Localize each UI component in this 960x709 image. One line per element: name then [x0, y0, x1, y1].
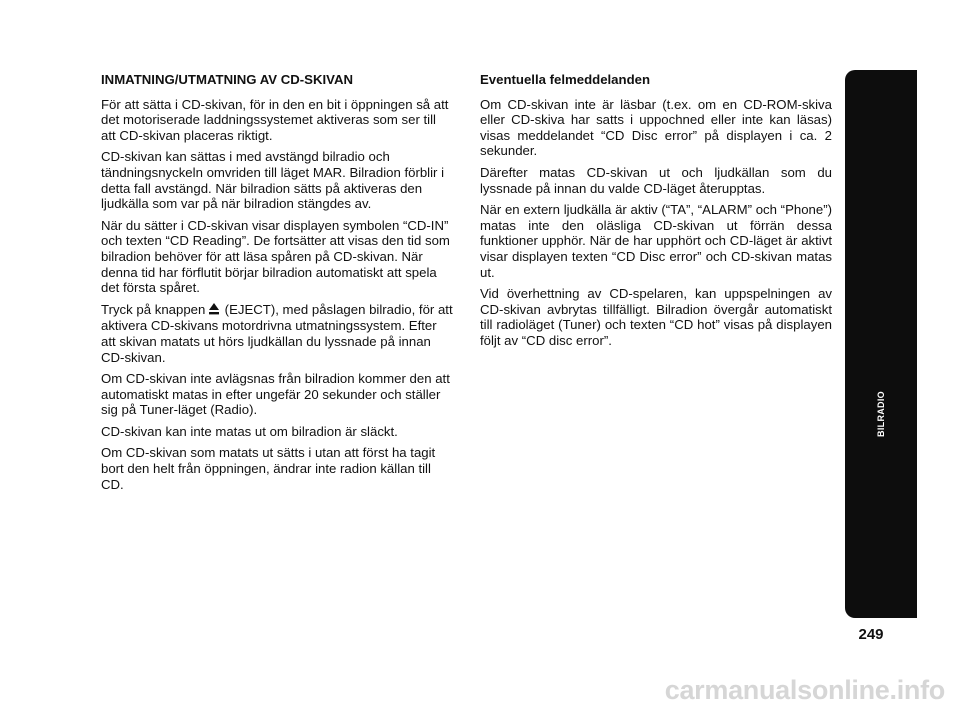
paragraph: CD-skivan kan inte matas ut om bilradion är släckt.: [101, 423, 398, 439]
paragraph: Därefter matas CD-skivan ut och ljudkällan som du lyssnade på innan du valde CD-läget återupptas.: [480, 164, 832, 196]
eject-text-before: Tryck på knappen: [101, 301, 206, 317]
paragraph: Om CD-skivan inte är läsbar (t.ex. om en CD-ROM-skiva eller CD-skiva har satts i uppochned eller inte kan läsas) visas meddelandet “CD Disc error” på displayen i ca. 2 sekunder.: [480, 96, 832, 159]
paragraph-eject: [101, 302, 453, 365]
watermark: carmanualsonline.info: [664, 675, 945, 705]
left-column: [101, 72, 453, 498]
section-heading-error-messages: Eventuella felmeddelanden: [480, 72, 651, 87]
right-column: [480, 72, 832, 355]
page-number: 249: [858, 626, 884, 643]
paragraph: CD-skivan kan sättas i med avstängd bilradio och tändningsnyckeln omvriden till läget MAR. Bilradion förblir i detta fall avstängd. När bilradion sätts på aktiveras den ljudkälla som var på när bilradion stängdes av.: [101, 149, 445, 212]
paragraph: När en extern ljudkälla är aktiv (“TA”, “ALARM” och “Phone”) matas inte den oläsliga CD-skivan ut förrän dessa funktioner upphör. När de har upphört och CD-läget är aktivt visar displayen texten “CD Disc error” och CD-skivan matas ut.: [480, 202, 832, 280]
paragraph: Om CD-skivan inte avlägsnas från bilradion kommer den att automatiskt matas in efter ungefär 20 sekunder och ställer sig på Tuner-läget (Radio).: [101, 371, 450, 418]
section-heading-cd-insert-eject: INMATNING/UTMATNING AV CD-SKIVAN: [101, 72, 354, 87]
paragraph: För att sätta i CD-skivan, för in den en bit i öppningen så att det motoriserade laddningssystemet aktiveras som ser till att CD-skivan placeras riktigt.: [101, 96, 449, 143]
section-side-tab: [845, 70, 917, 618]
paragraph: När du sätter i CD-skivan visar displayen symbolen “CD-IN” och texten “CD Reading”. De fortsätter att visas den tid som bilradion behöver för att läsa spåren på CD-skivan. När denna tid har förflutit börjar bilradion automatiskt att spela det första spåret.: [101, 217, 450, 296]
eject-icon: [209, 303, 219, 319]
paragraph: Om CD-skivan som matats ut sätts i utan att först ha tagit bort den helt från öppningen, ändrar inte radion källan till CD.: [101, 445, 436, 492]
side-tab-label: BILRADIO: [876, 391, 886, 437]
eject-text-after: (EJECT), med påslagen bilradio, för att aktivera CD-skivans motordrivna utmatningssystem. Efter att skivan matats ut hörs ljudkällan du lyssnade på innan CD-skivan.: [101, 301, 453, 365]
paragraph: Vid överhettning av CD-spelaren, kan uppspelningen av CD-skivan avbrytas tillfälligt. Bilradion övergår automatiskt till radioläget (Tuner) och texten “CD hot” visas på displayen följt av “CD disc error”.: [480, 286, 832, 348]
